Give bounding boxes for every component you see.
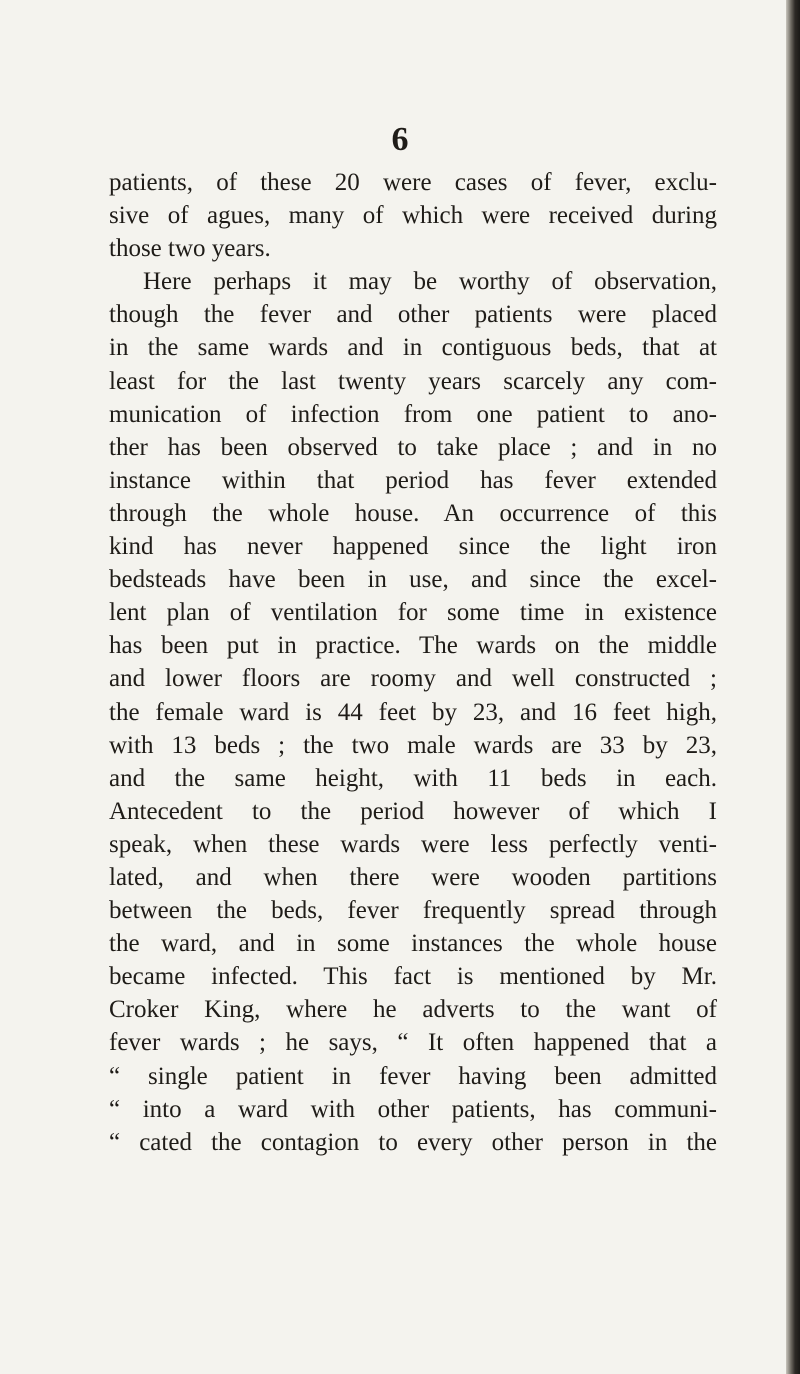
text-line-16: and lower floors are roomy and well constructed ; xyxy=(109,665,717,693)
text-line-3: those two years. xyxy=(109,235,271,263)
text-line-14: lent plan of ventilation for some time in existence xyxy=(109,599,717,627)
text-line-17: the female ward is 44 feet by 23, and 16 feet high, xyxy=(109,698,717,726)
text-line-20: Antecedent to the period however of which I xyxy=(109,797,717,825)
text-line-4: Here perhaps it may be worthy of observation, xyxy=(143,268,717,296)
text-line-15: has been put in practice. The wards on the middle xyxy=(109,632,717,660)
text-line-23: between the beds, fever frequently spread through xyxy=(109,897,717,925)
body-text xyxy=(109,166,717,1159)
text-line-21: speak, when these wards were less perfectly venti- xyxy=(109,830,717,858)
text-line-7: least for the last twenty years scarcely any com- xyxy=(109,367,717,395)
text-line-22: lated, and when there were wooden partitions xyxy=(109,863,717,891)
text-line-24: the ward, and in some instances the whole house xyxy=(109,930,717,958)
text-line-9: ther has been observed to take place ; and in no xyxy=(109,433,717,461)
text-line-13: bedsteads have been in use, and since the excel- xyxy=(109,566,717,594)
text-line-19: and the same height, with 11 beds in each. xyxy=(109,764,717,792)
text-line-29: “ into a ward with other patients, has communi- xyxy=(109,1095,717,1123)
text-line-1: patients, of these 20 were cases of fever, exclu- xyxy=(109,169,717,196)
text-line-10: instance within that period has fever extended xyxy=(109,466,717,494)
text-line-25: became infected. This fact is mentioned by Mr. xyxy=(109,963,717,991)
text-line-8: munication of infection from one patient to ano- xyxy=(109,400,717,428)
text-line-11: through the whole house. An occurrence of this xyxy=(109,499,717,527)
text-line-26: Croker King, where he adverts to the want of xyxy=(109,996,717,1024)
text-line-28: “ single patient in fever having been admitted xyxy=(109,1062,717,1090)
page-number: 6 xyxy=(391,121,409,158)
text-line-12: kind has never happened since the light iron xyxy=(109,533,717,561)
text-line-18: with 13 beds ; the two male wards are 33 by 23, xyxy=(109,731,717,759)
text-line-6: in the same wards and in contiguous beds, that at xyxy=(109,334,717,362)
text-line-5: though the fever and other patients were placed xyxy=(109,301,717,329)
text-line-2: sive of agues, many of which were received during xyxy=(109,202,717,230)
text-line-27: fever wards ; he says, “ It often happened that a xyxy=(109,1029,717,1057)
text-line-30: “ cated the contagion to every other person in the xyxy=(109,1128,717,1156)
page-edge-shadow xyxy=(786,0,800,1374)
